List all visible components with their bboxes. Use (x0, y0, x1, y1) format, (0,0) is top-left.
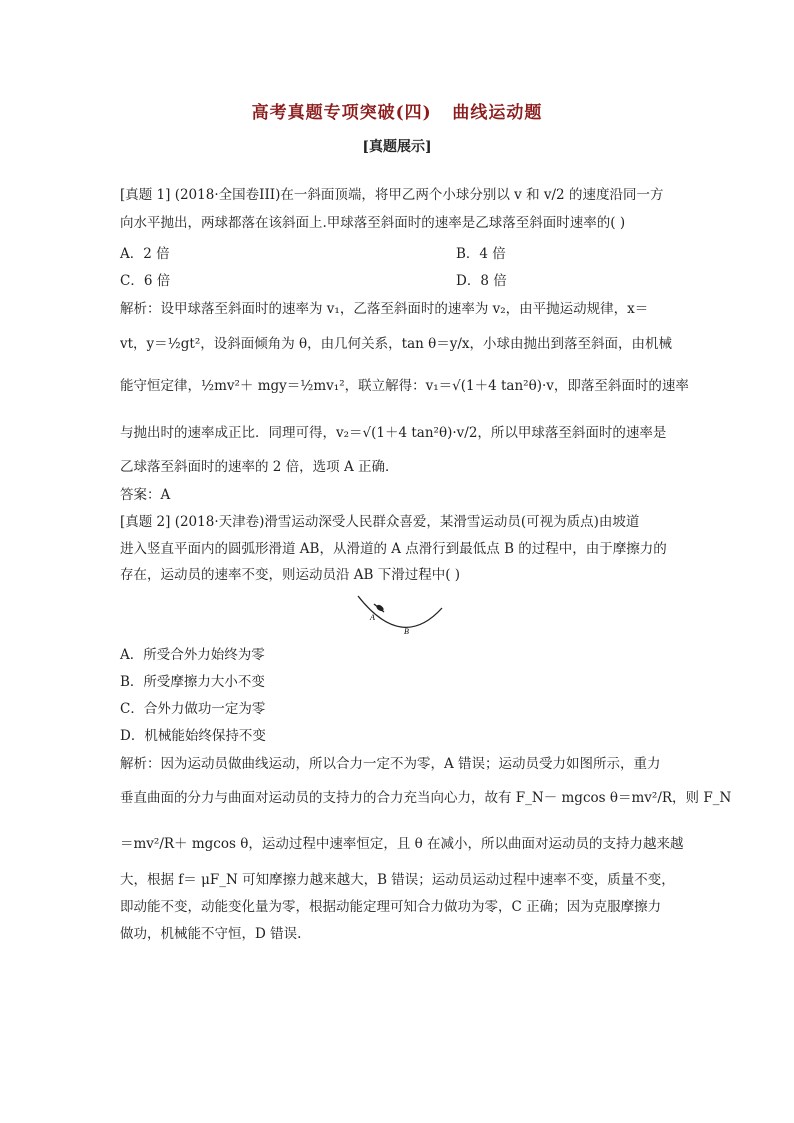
q1-stem-line-2: 向水平抛出，两球都落在该斜面上.甲球落至斜面时的速率是乙球落至斜面时速率的( ) (120, 215, 626, 231)
q1-analysis-line-3: 能守恒定律，½mv²＋ mgy＝½mv₁²，联立解得：v₁＝√(1＋4 tan²θ)·v，即落至斜面时的速率 (120, 378, 689, 394)
q1-option-c: C．6 倍 (120, 273, 171, 289)
q1-stem-line-1: [真题 1] (2018·全国卷III)在一斜面顶端，将甲乙两个小球分别以 v 和 v/2 的速度沿同一方 (120, 187, 664, 203)
q2-analysis-line-1: 解析：因为运动员做曲线运动，所以合力一定不为零，A 错误；运动员受力如图所示，重力 (120, 756, 661, 772)
q2-option-b: B．所受摩擦力大小不变 (120, 674, 265, 690)
q2-analysis-line-4: 大，根据 f＝ μF_N 可知摩擦力越来越大，B 错误；运动员运动过程中速率不变，质量不变， (120, 872, 675, 888)
q2-analysis-line-5: 即动能不变，动能变化量为零，根据动能定理可知合力做功为零，C 正确；因为克服摩擦力 (120, 899, 662, 915)
q1-analysis-line-2: vt，y＝½gt²，设斜面倾角为 θ，由几何关系，tan θ＝y/x，小球由抛出到落至斜面，由机械 (120, 336, 673, 352)
q2-stem-line-1: [真题 2] (2018·天津卷)滑雪运动深受人民群众喜爱，某滑雪运动员(可视为质点)由坡道 (120, 514, 640, 530)
point-b-label: B (404, 627, 409, 636)
ski-slope-figure (352, 590, 446, 640)
q1-answer: 答案：A (120, 487, 171, 503)
q2-analysis-line-3: ＝mv²/R＋ mgcos θ，运动过程中速率恒定，且 θ 在减小，所以曲面对运动员的支持力越来越 (120, 836, 684, 852)
q1-analysis-line-4: 与抛出时的速率成正比．同理可得，v₂＝√(1＋4 tan²θ)·v/2，所以甲球落至斜面时的速率是 (120, 425, 667, 441)
q2-analysis-line-6: 做功，机械能不守恒，D 错误. (120, 926, 302, 942)
q2-option-d: D．机械能始终保持不变 (120, 728, 266, 744)
arc-track (358, 596, 442, 627)
section-heading: [真题展示] (362, 139, 432, 155)
q2-stem-line-2: 进入竖直平面内的圆弧形滑道 AB，从滑道的 A 点滑行到最低点 B 的过程中，由于摩擦力的 (120, 541, 667, 557)
q1-option-a: A．2 倍 (120, 246, 170, 262)
q2-option-c: C．合外力做功一定为零 (120, 701, 266, 717)
q1-option-b: B．4 倍 (456, 246, 506, 262)
q1-analysis-line-1: 解析：设甲球落至斜面时的速率为 v₁，乙落至斜面时的速率为 v₂，由平抛运动规律，x＝ (120, 301, 649, 317)
q2-option-a: A．所受合外力始终为零 (120, 647, 265, 663)
q1-analysis-line-5: 乙球落至斜面时的速率的 2 倍，选项 A 正确． (120, 459, 399, 475)
q2-stem-line-3: 存在，运动员的速率不变，则运动员沿 AB 下滑过程中( ) (120, 567, 461, 583)
point-a-label: A (370, 613, 375, 622)
q1-option-d: D．8 倍 (456, 273, 507, 289)
page-title: 高考真题专项突破(四) 曲线运动题 (251, 103, 543, 123)
q2-analysis-line-2: 垂直曲面的分力与曲面对运动员的支持力的合力充当向心力，故有 F_N－ mgcos θ＝mv²/R，则 F_N (120, 790, 732, 806)
